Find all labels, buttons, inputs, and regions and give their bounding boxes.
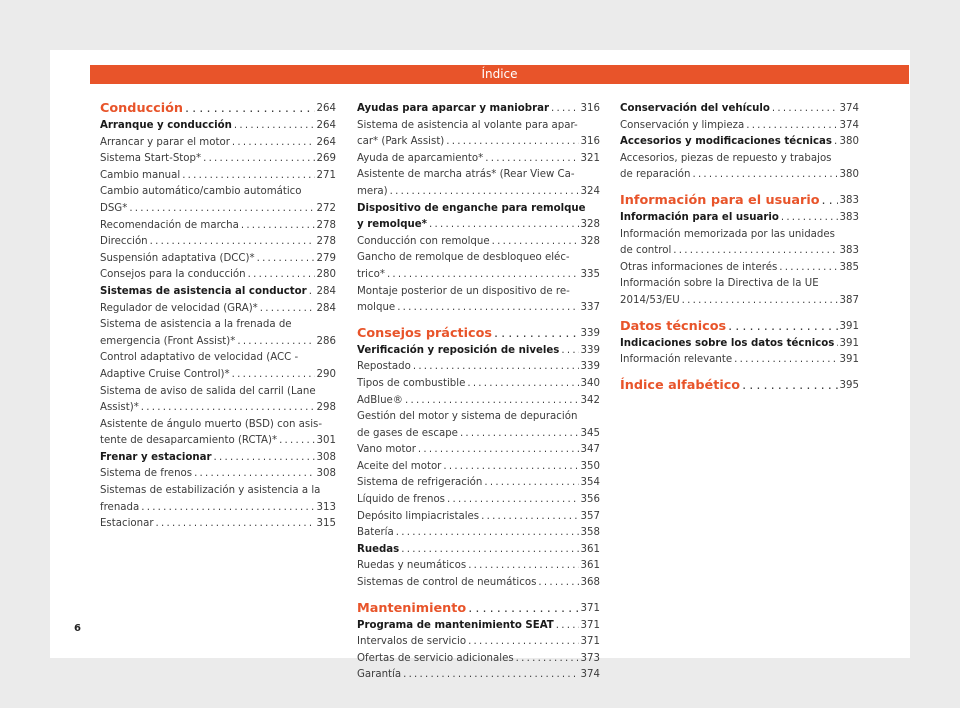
toc-page-number: 368	[580, 577, 600, 589]
toc-entry	[100, 168, 336, 185]
toc-page-number: 279	[316, 252, 336, 264]
toc-section-heading	[620, 193, 859, 209]
toc-page-number: 264	[316, 120, 336, 131]
dot-leader	[742, 378, 837, 394]
toc-page-number: 316	[580, 136, 600, 148]
toc-page-number: 358	[580, 527, 600, 539]
toc-page-number: 380	[839, 169, 859, 181]
toc-entry	[357, 234, 600, 251]
toc-page-number: 308	[316, 451, 336, 463]
toc-entry-text: Sistemas de control de neumáticos	[357, 577, 537, 589]
dot-leader	[234, 118, 315, 135]
toc-page-number: 278	[316, 236, 336, 248]
toc-entry	[357, 167, 600, 200]
toc-entry	[100, 251, 336, 268]
toc-entry-text: Indicaciones sobre los datos técnicos	[620, 337, 835, 349]
document-page	[50, 50, 910, 681]
toc-page-number: 308	[316, 468, 336, 480]
toc-page-number: 395	[839, 379, 859, 391]
dot-leader	[734, 352, 837, 369]
toc-entry-text: Mantenimiento	[357, 600, 467, 616]
toc-page-number: 339	[580, 327, 600, 339]
dot-leader	[468, 601, 578, 617]
toc-entry	[100, 516, 336, 533]
toc-entry	[620, 336, 859, 353]
dot-leader	[485, 151, 578, 168]
toc-entry	[357, 558, 600, 575]
toc-entry	[100, 151, 336, 168]
dot-leader	[390, 184, 579, 201]
toc-entry-text: car* (Park Assist)	[357, 136, 445, 148]
toc-page-number: 315	[316, 518, 336, 530]
toc-page-number: 374	[839, 119, 859, 131]
toc-entry-text: Recomendación de marcha	[100, 219, 239, 231]
toc-page-number: 383	[839, 211, 859, 223]
toc-entry	[620, 210, 859, 227]
toc-page-number: 385	[839, 261, 859, 273]
dot-leader	[492, 234, 579, 251]
dot-leader	[779, 260, 837, 277]
dot-leader	[413, 359, 579, 376]
dot-leader	[418, 442, 579, 459]
toc-entry-text: Sistemas de asistencia al conductor	[100, 285, 307, 297]
toc-page-number: 354	[580, 477, 600, 489]
toc-entry	[357, 459, 600, 476]
toc-entry	[620, 227, 859, 260]
toc-page-number: 342	[580, 394, 600, 406]
toc-entry-text: Consejos para la conducción	[100, 269, 246, 281]
toc-entry-text: Sistema de asistencia al volante para apar-	[357, 119, 578, 131]
dot-leader	[401, 542, 578, 559]
toc-column-3	[620, 101, 859, 395]
toc-entry	[100, 450, 336, 467]
toc-entry-text: Sistema de asistencia a la frenada de	[100, 319, 292, 331]
toc-page-number: 374	[580, 669, 600, 681]
toc-entry-text: Aceite del motor	[357, 460, 442, 472]
dot-leader	[460, 426, 579, 443]
toc-entry	[357, 118, 600, 151]
dot-leader	[241, 218, 315, 235]
toc-section-heading	[357, 601, 600, 617]
toc-entry-text: Depósito limpiacristales	[357, 510, 480, 522]
toc-entry	[357, 376, 600, 393]
toc-entry-text: Adaptive Cruise Control)*	[100, 368, 230, 380]
toc-page-number: 339	[580, 361, 600, 373]
toc-entry	[357, 442, 600, 459]
toc-entry-text: Asistente de ángulo muerto (BSD) con asis-	[100, 418, 323, 430]
toc-entry-text: Conducción con remolque	[357, 235, 490, 247]
toc-column-2	[357, 101, 600, 684]
toc-entry-text: Ruedas	[357, 543, 400, 555]
toc-entry-text: Dirección	[100, 236, 148, 248]
dot-leader	[836, 336, 837, 353]
toc-entry-text: Información relevante	[620, 354, 733, 366]
toc-page-number: 272	[316, 202, 336, 214]
toc-entry-text: 2014/53/EU	[620, 294, 680, 306]
dot-leader	[129, 201, 314, 218]
toc-entry	[357, 201, 600, 234]
dot-leader	[232, 367, 315, 384]
toc-entry	[620, 134, 859, 151]
toc-entry-text: Asistente de marcha atrás* (Rear View Ca-	[357, 169, 575, 181]
dot-leader	[556, 618, 579, 635]
toc-entry	[357, 575, 600, 592]
dot-leader	[397, 300, 578, 317]
dot-leader	[446, 134, 578, 151]
toc-entry-text: de control	[620, 245, 672, 257]
toc-page-number: 357	[580, 510, 600, 522]
toc-entry-text: Información memorizada por las unidades	[620, 228, 835, 240]
toc-entry	[357, 667, 600, 684]
dot-leader	[822, 193, 838, 209]
toc-entry-text: Sistema de frenos	[100, 468, 193, 480]
toc-entry-text: Sistema de refrigeración	[357, 477, 483, 489]
toc-page-number: 345	[580, 427, 600, 439]
toc-page-number: 337	[580, 302, 600, 314]
dot-leader	[494, 326, 579, 342]
toc-entry-text: y remolque*	[357, 219, 428, 231]
toc-page-number: 328	[580, 219, 600, 231]
dot-leader	[447, 492, 579, 509]
toc-entry-text: Ofertas de servicio adicionales	[357, 652, 514, 664]
dot-leader	[185, 101, 315, 117]
toc-entry-text: Ayuda de aparcamiento*	[357, 152, 484, 164]
dot-leader	[429, 217, 579, 234]
toc-entry-text: AdBlue®	[357, 394, 403, 406]
toc-page-number: 361	[580, 560, 600, 572]
toc-entry-text: Conservación del vehículo	[620, 103, 770, 114]
dot-leader	[692, 167, 837, 184]
toc-entry-text: emergencia (Front Assist)*	[100, 335, 236, 347]
toc-entry-text: Estacionar	[100, 518, 154, 530]
toc-entry	[620, 151, 859, 184]
dot-leader	[279, 433, 314, 450]
toc-entry-text: Gancho de remolque de desbloqueo eléc-	[357, 252, 570, 264]
toc-entry-text: Conducción	[100, 101, 184, 116]
toc-column-1	[100, 101, 336, 533]
dot-leader	[728, 319, 837, 335]
toc-entry-text: Frenar y estacionar	[100, 451, 212, 463]
dot-leader	[141, 500, 314, 517]
dot-leader	[237, 334, 314, 351]
dot-leader	[194, 466, 314, 483]
toc-page-number: 284	[316, 302, 336, 314]
toc-entry-text: Arranque y conducción	[100, 120, 232, 131]
toc-entry	[357, 284, 600, 317]
toc-entry-text: trico*	[357, 268, 385, 280]
toc-entry-text: Información sobre la Directiva de la UE	[620, 278, 819, 290]
toc-entry-text: de reparación	[620, 169, 691, 181]
toc-entry-text: Control adaptativo de velocidad (ACC -	[100, 352, 299, 364]
toc-entry	[100, 284, 336, 301]
toc-entry	[620, 352, 859, 369]
toc-page-number: 391	[839, 320, 859, 332]
toc-page-number: 356	[580, 494, 600, 506]
toc-entry	[100, 118, 336, 135]
toc-entry-text: Garantía	[357, 669, 402, 681]
toc-entry-text: Sistema Start-Stop*	[100, 153, 202, 165]
toc-entry	[620, 118, 859, 135]
toc-page-number: 271	[316, 169, 336, 181]
toc-entry	[357, 475, 600, 492]
toc-entry-text: Información para el usuario	[620, 192, 820, 208]
toc-page-number: 278	[316, 219, 336, 231]
toc-entry	[357, 492, 600, 509]
toc-page-number: 371	[580, 602, 600, 614]
toc-entry	[357, 651, 600, 668]
toc-entry-text: Cambio automático/cambio automático	[100, 186, 302, 198]
dot-leader	[551, 101, 579, 118]
dot-leader	[405, 393, 579, 410]
dot-leader	[214, 450, 315, 467]
toc-entry-text: Batería	[357, 527, 394, 539]
toc-page-number: 371	[580, 619, 600, 631]
toc-entry	[620, 260, 859, 277]
toc-entry-text: Información para el usuario	[620, 211, 779, 223]
toc-entry	[357, 393, 600, 410]
toc-page-number: 387	[839, 294, 859, 306]
dot-leader	[516, 651, 579, 668]
page-title-banner: Índice	[90, 65, 909, 84]
toc-page-number: 383	[839, 194, 859, 206]
toc-entry-text: tente de desaparcamiento (RCTA)*	[100, 435, 278, 447]
toc-page-number: 284	[316, 285, 336, 297]
page-number: 6	[74, 623, 81, 634]
toc-entry	[357, 542, 600, 559]
toc-page-number: 380	[839, 136, 859, 148]
toc-entry-text: Cambio manual	[100, 169, 181, 181]
toc-entry	[100, 384, 336, 417]
dot-leader	[248, 267, 315, 284]
toc-entry	[357, 250, 600, 283]
toc-page-number: 264	[316, 103, 336, 114]
toc-entry	[357, 525, 600, 542]
toc-page-number: 391	[839, 354, 859, 366]
toc-entry-text: Suspensión adaptativa (DCC)*	[100, 252, 255, 264]
toc-entry	[100, 135, 336, 152]
toc-page-number: 391	[839, 337, 859, 349]
toc-entry	[100, 234, 336, 251]
toc-entry	[100, 417, 336, 450]
dot-leader	[467, 376, 578, 393]
toc-section-heading	[620, 319, 859, 335]
toc-section-heading	[620, 378, 859, 394]
toc-page-number: 371	[580, 636, 600, 648]
toc-entry	[357, 101, 600, 118]
toc-page-number: 301	[316, 435, 336, 447]
toc-page-number: 286	[316, 335, 336, 347]
toc-page-number: 361	[580, 543, 600, 555]
dot-leader	[468, 634, 578, 651]
dot-leader	[257, 251, 315, 268]
toc-entry-text: mera)	[357, 185, 388, 197]
toc-entry	[357, 151, 600, 168]
toc-entry-text: Dispositivo de enganche para remolque	[357, 202, 586, 214]
toc-entry-text: Intervalos de servicio	[357, 636, 467, 648]
toc-page-number: 374	[839, 103, 859, 114]
toc-entry	[357, 509, 600, 526]
toc-page-number: 324	[580, 185, 600, 197]
toc-page-number: 280	[316, 269, 336, 281]
dot-leader	[481, 509, 578, 526]
dot-leader	[538, 575, 578, 592]
toc-page-number: 339	[580, 344, 600, 356]
toc-entry	[100, 350, 336, 383]
toc-page-number: 340	[580, 377, 600, 389]
toc-entry-text: Gestión del motor y sistema de depuración	[357, 411, 578, 423]
toc-page-number: 335	[580, 268, 600, 280]
toc-page-number: 321	[580, 152, 600, 164]
toc-entry	[357, 634, 600, 651]
dot-leader	[772, 101, 838, 118]
dot-leader	[156, 516, 315, 533]
toc-entry-text: Índice alfabético	[620, 377, 741, 393]
toc-entry	[357, 359, 600, 376]
dot-leader	[141, 400, 315, 417]
toc-page-number: 347	[580, 444, 600, 456]
toc-entry-text: Programa de mantenimiento SEAT	[357, 619, 554, 631]
dot-leader	[232, 135, 315, 152]
dot-leader	[150, 234, 315, 251]
dot-leader	[673, 243, 837, 260]
dot-leader	[260, 301, 315, 318]
toc-entry-text: Otras informaciones de interés	[620, 261, 778, 273]
dot-leader	[203, 151, 314, 168]
dot-leader	[682, 293, 838, 310]
toc-entry-text: Verificación y reposición de niveles	[357, 344, 560, 356]
dot-leader	[746, 118, 837, 135]
dot-leader	[182, 168, 314, 185]
toc-entry-text: Líquido de frenos	[357, 494, 445, 506]
dot-leader	[443, 459, 578, 476]
toc-entry-text: Consejos prácticos	[357, 325, 493, 341]
toc-entry	[620, 101, 859, 118]
toc-page-number: 264	[316, 136, 336, 148]
dot-leader	[834, 134, 838, 151]
toc-entry	[100, 483, 336, 516]
toc-entry-text: Conservación y limpieza	[620, 119, 745, 131]
dot-leader	[781, 210, 838, 227]
toc-entry-text: Assist)*	[100, 402, 139, 414]
toc-entry-text: Sistemas de estabilización y asistencia a la	[100, 485, 321, 497]
toc-entry-text: Vano motor	[357, 444, 416, 456]
toc-entry	[100, 466, 336, 483]
dot-leader	[561, 343, 578, 360]
toc-page-number: 350	[580, 460, 600, 472]
dot-leader	[396, 525, 579, 542]
toc-entry-text: Montaje posterior de un dispositivo de re-	[357, 285, 570, 297]
toc-entry	[100, 218, 336, 235]
toc-entry	[100, 267, 336, 284]
toc-page-number: 328	[580, 235, 600, 247]
toc-page-number: 269	[316, 153, 336, 165]
toc-entry	[100, 317, 336, 350]
toc-page-number: 290	[316, 368, 336, 380]
toc-entry-text: Arrancar y parar el motor	[100, 136, 230, 148]
toc-entry-text: Ruedas y neumáticos	[357, 560, 467, 572]
toc-entry-text: Tipos de combustible	[357, 377, 466, 389]
toc-entry	[357, 343, 600, 360]
toc-page-number: 373	[580, 652, 600, 664]
toc-page-number: 298	[316, 402, 336, 414]
toc-entry	[100, 301, 336, 318]
toc-entry	[100, 184, 336, 217]
toc-entry-text: Datos técnicos	[620, 318, 727, 334]
toc-page-number: 383	[839, 245, 859, 257]
toc-page-number: 316	[580, 103, 600, 114]
dot-leader	[309, 284, 315, 301]
toc-entry	[357, 618, 600, 635]
toc-section-heading	[100, 101, 336, 117]
toc-entry-text: Accesorios y modificaciones técnicas	[620, 136, 832, 148]
dot-leader	[387, 267, 579, 284]
toc-entry-text: de gases de escape	[357, 427, 458, 439]
toc-entry-text: molque	[357, 302, 396, 314]
toc-entry-text: Ayudas para aparcar y maniobrar	[357, 103, 549, 114]
dot-leader	[468, 558, 578, 575]
dot-leader	[403, 667, 578, 684]
toc-page-number: 313	[316, 501, 336, 513]
dot-leader	[484, 475, 578, 492]
toc-entry	[620, 276, 859, 309]
toc-entry-text: frenada	[100, 501, 140, 513]
toc-entry-text: Repostado	[357, 361, 411, 373]
toc-entry	[357, 409, 600, 442]
toc-entry-text: Regulador de velocidad (GRA)*	[100, 302, 258, 314]
toc-entry-text: Accesorios, piezas de repuesto y trabajos	[620, 152, 832, 164]
toc-entry-text: DSG*	[100, 202, 128, 214]
toc-section-heading	[357, 326, 600, 342]
toc-entry-text: Sistema de aviso de salida del carril (Lane	[100, 385, 316, 397]
